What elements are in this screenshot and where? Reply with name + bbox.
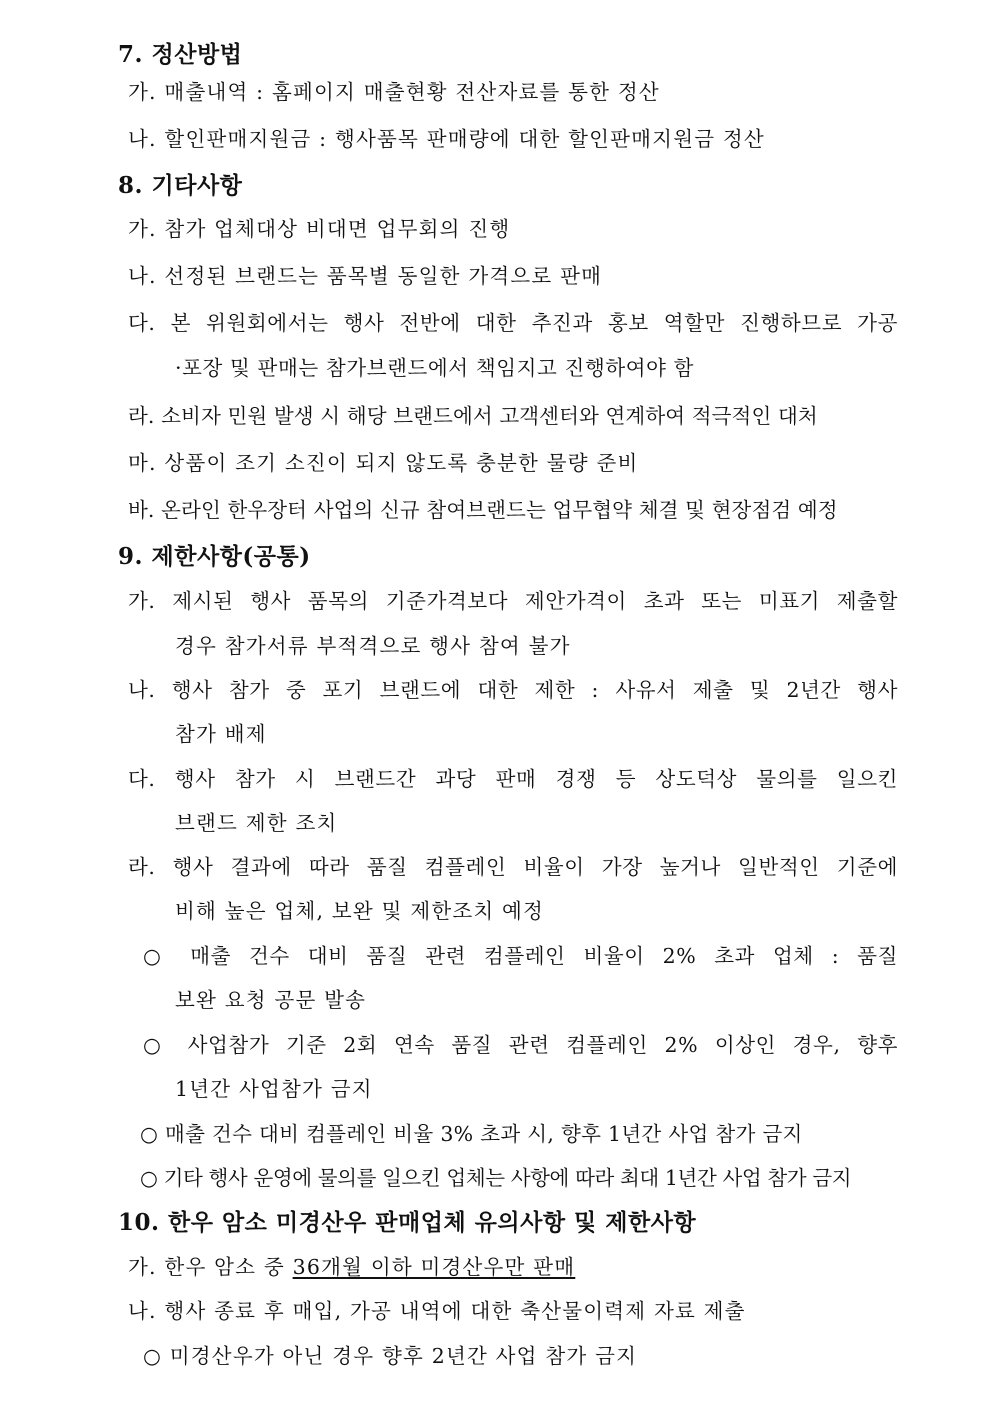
section-8-item-ra: 라. 소비자 민원 발생 시 해당 브랜드에서 고객센터와 연계하여 적극적인 대처 (128, 404, 818, 428)
section-9-bullet-2: ○ 사업참가 기준 2회 연속 품질 관련 컴플레인 2% 이상인 경우, 향후 (143, 1033, 898, 1057)
section-heading-8: 8. 기타사항 (118, 172, 243, 199)
section-8-item-na: 나. 선정된 브랜드는 품목별 동일한 가격으로 판매 (128, 264, 603, 288)
section-10-item-na: 나. 행사 종료 후 매입, 가공 내역에 대한 축산물이력제 자료 제출 (128, 1299, 746, 1323)
section-9-item-ga: 가. 제시된 행사 품목의 기준가격보다 제안가격이 초과 또는 미표기 제출할 (128, 589, 898, 613)
section-heading-9: 9. 제한사항(공통) (118, 543, 311, 570)
section-9-bullet-3: ○ 매출 건수 대비 컴플레인 비율 3% 초과 시, 향후 1년간 사업 참가 금지 (140, 1122, 803, 1146)
section-9-item-na: 나. 행사 참가 중 포기 브랜드에 대한 제한 : 사유서 제출 및 2년간 행사 (128, 678, 898, 702)
section-9-bullet-1-continued: 보완 요청 공문 발송 (175, 988, 367, 1012)
section-8-item-ba: 바. 온라인 한우장터 사업의 신규 참여브랜드는 업무협약 체결 및 현장점검 예정 (128, 498, 838, 522)
section-10-item-ga (128, 1250, 575, 1280)
section-8-item-da-continued: ·포장 및 판매는 참가브랜드에서 책임지고 진행하여야 함 (175, 356, 695, 380)
section-10-item-ga-prefix: 가. 한우 암소 중 (128, 1255, 293, 1279)
section-7-item-ga: 가. 매출내역 : 홈페이지 매출현황 전산자료를 통한 정산 (128, 80, 660, 104)
section-7-item-na: 나. 할인판매지원금 : 행사품목 판매량에 대한 할인판매지원금 정산 (128, 127, 765, 151)
section-8-item-ma: 마. 상품이 조기 소진이 되지 않도록 충분한 물량 준비 (128, 451, 639, 475)
section-9-item-ra-continued: 비해 높은 업체, 보완 및 제한조치 예정 (175, 899, 545, 923)
section-9-item-da: 다. 행사 참가 시 브랜드간 과당 판매 경쟁 등 상도덕상 물의를 일으킨 (128, 767, 898, 791)
section-9-item-ga-continued: 경우 참가서류 부적격으로 행사 참여 불가 (175, 634, 571, 658)
section-9-item-na-continued: 참가 배제 (175, 722, 267, 746)
section-8-item-ga: 가. 참가 업체대상 비대면 업무회의 진행 (128, 217, 511, 241)
section-heading-10: 10. 한우 암소 미경산우 판매업체 유의사항 및 제한사항 (118, 1209, 697, 1236)
section-heading-7: 7. 정산방법 (118, 41, 243, 68)
section-9-item-ra: 라. 행사 결과에 따라 품질 컴플레인 비율이 가장 높거나 일반적인 기준에 (128, 855, 898, 879)
section-9-bullet-1: ○ 매출 건수 대비 품질 관련 컴플레인 비율이 2% 초과 업체 : 품질 (143, 944, 898, 968)
section-9-bullet-2-continued: 1년간 사업참가 금지 (175, 1077, 373, 1101)
section-9-item-da-continued: 브랜드 제한 조치 (175, 811, 338, 835)
section-9-bullet-4: ○ 기타 행사 운영에 물의를 일으킨 업체는 사항에 따라 최대 1년간 사업 참가 금지 (140, 1166, 852, 1190)
section-10-item-ga-underlined: 36개월 이하 미경산우만 판매 (292, 1255, 576, 1279)
section-8-item-da: 다. 본 위원회에서는 행사 전반에 대한 추진과 홍보 역할만 진행하므로 가공 (128, 311, 898, 335)
section-10-bullet-1: ○ 미경산우가 아닌 경우 향후 2년간 사업 참가 금지 (143, 1344, 638, 1368)
